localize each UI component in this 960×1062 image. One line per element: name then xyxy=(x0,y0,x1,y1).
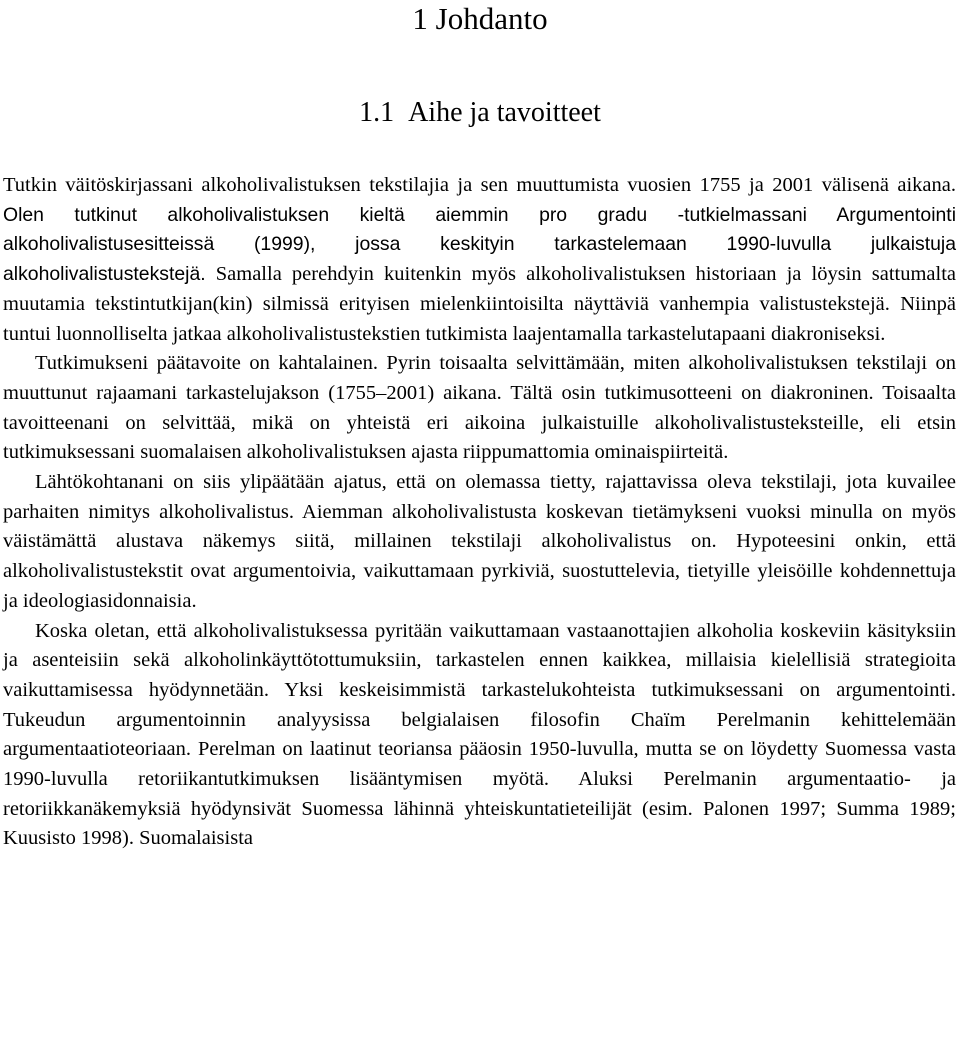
paragraph-1-rest: Samalla perehdyin kuitenkin myös alkoholivalistuksen historiaan ja löysin sattumalta muutamia tekstintutkijan(kin) silmissä erityisen mielenkiintoisilta näyttäviä vanhempia valistustekstejä. Niinpä tuntui luonnolliselta jatkaa alkoholivalistustekstien tutkimista laajentamalla tarkastelutapaani diakroniseksi. xyxy=(3,263,957,345)
paragraph-1 xyxy=(3,171,956,349)
paragraph-4: Koska oletan, että alkoholivalistuksessa pyritään vaikuttamaan vastaanottajien alkoholia koskeviin käsityksiin ja asenteisiin sekä alkoholinkäyttötottumuksiin, tarkastelen ennen kaikkea, millaisia kielellisiä strategioita vaikuttamisessa hyödynnetään. Yksi keskeisimmistä tarkastelukohteista tutkimuksessani on argumentointi. Tukeudun argumentoinnin analyysissa belgialaisen filosofin Chaïm Perelmanin kehittelemään argumentaatioteoriaan. Perelman on laatinut teoriansa pääosin 1950-luvulla, mutta se on löydetty Suomessa vasta 1990-luvulla retoriikantutkimuksen lisääntymisen myötä. Aluksi Perelmanin argumentaatio- ja retoriikkanäkemyksiä hyödynsivät Suomessa lähinnä yhteiskuntatieteilijät (esim. Palonen 1997; Summa 1989; Kuusisto 1998). Suomalaisista xyxy=(3,619,956,850)
section-number: 1.1 xyxy=(359,97,395,128)
section-title: Aihe ja tavoitteet xyxy=(408,97,601,128)
chapter-title: 1 Johdanto xyxy=(412,1,548,36)
section-heading xyxy=(0,96,960,130)
paragraph-2: Tutkimukseni päätavoite on kahtalainen. Pyrin toisaalta selvittämään, miten alkoholivalistuksen tekstilaji on muuttunut rajaamani tarkastelujakson (1755–2001) aikana. Tältä osin tutkimusotteeni on diakroninen. Toisaalta tavoitteenani on selvittää, mikä on yhteistä eri aikoina julkaistuille alkoholivalistusteksteille, eli etsin tutkimuksessani suomalaisen alkoholivalistuksen ajasta riippumattomia ominaispiirteitä. xyxy=(3,352,956,464)
paragraph-3: Lähtökohtanani on siis ylipäätään ajatus, että on olemassa tietty, rajattavissa oleva tekstilaji, jota kuvailee parhaiten nimitys alkoholivalistus. Aiemman alkoholivalistusta koskevan tietämykseni vuoksi minulla on myös väistämättä alustava näkemys siitä, millainen tekstilaji alkoholivalistus on. Hypoteesini onkin, että alkoholivalistustekstit ovat argumentoivia, vaikuttamaan pyrkiviä, suostuttelevia, tietyille yleisöille kohdennettuja ja ideologiasidonnaisia. xyxy=(3,471,956,612)
body-text xyxy=(3,171,956,854)
paragraph-1-sans-passage: Olen tutkinut alkoholivalistuksen kieltä aiemmin pro gradu -tutkielmassani Argumentointi alkoholivalistusesitteissä (1999), jossa keskityin tarkastelemaan 1990-luvulla julkaistuja alkoholivalistustekstejä. xyxy=(3,203,956,286)
paragraph-1-lead: Tutkin väitöskirjassani alkoholivalistuksen tekstilajia ja sen muuttumista vuosien 1755 ja 2001 välisenä aikana. xyxy=(3,174,956,196)
